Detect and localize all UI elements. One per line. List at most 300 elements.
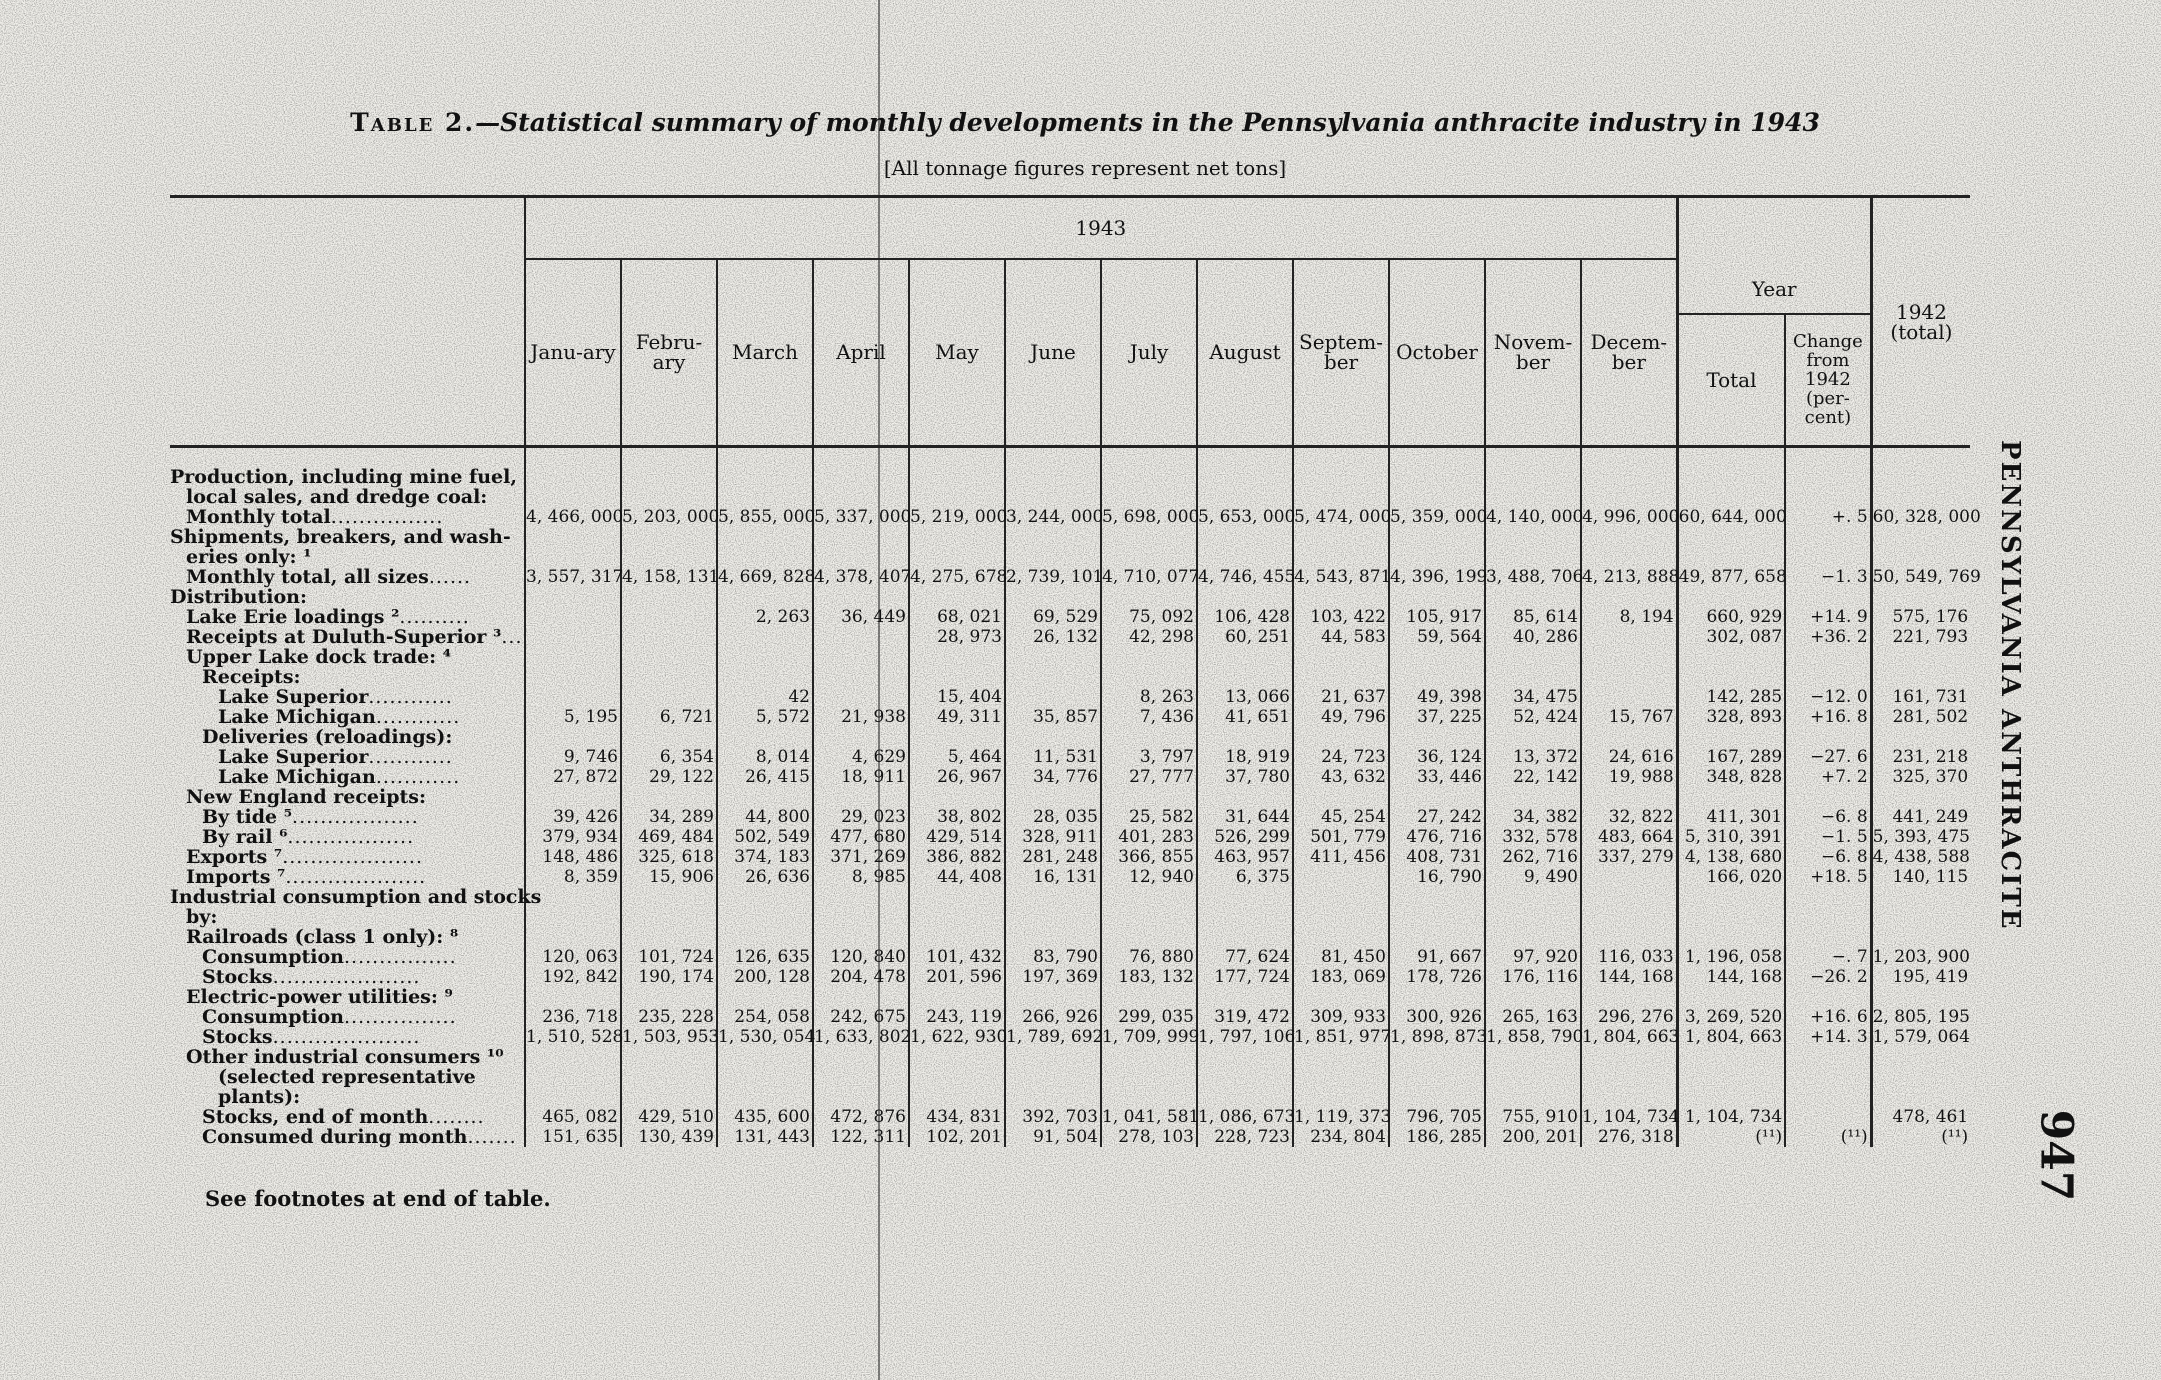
table-cell: 97, 920 — [1485, 947, 1581, 967]
table-cell: 103, 422 — [1293, 607, 1389, 627]
table-cell — [1677, 927, 1785, 947]
table-cell: 3, 797 — [1101, 747, 1197, 767]
table-row — [170, 467, 1970, 487]
table-cell: 429, 510 — [621, 1107, 717, 1127]
table-cell — [1005, 547, 1101, 567]
table-cell — [1389, 887, 1485, 907]
table-cell — [1101, 467, 1197, 487]
table-cell: 401, 283 — [1101, 827, 1197, 847]
table-cell: 1, 789, 692 — [1006, 1026, 1104, 1047]
table-cell: 332, 578 — [1485, 827, 1581, 847]
table-cell — [1005, 1047, 1101, 1067]
table-cell: 366, 855 — [1101, 847, 1197, 867]
table-row — [170, 767, 1970, 787]
table-cell: 49, 311 — [909, 707, 1005, 727]
table-cell: 76, 880 — [1101, 947, 1197, 967]
table-cell — [525, 1087, 621, 1107]
table-cell — [525, 607, 621, 627]
table-cell: 91, 667 — [1389, 947, 1485, 967]
table-cell: 26, 132 — [1005, 627, 1101, 647]
table-cell: 254, 058 — [717, 1007, 813, 1027]
table-cell — [717, 727, 813, 747]
table-cell — [1485, 987, 1581, 1007]
header-1943: 1943 — [525, 197, 1677, 259]
table-cell: −. 7 — [1785, 947, 1871, 967]
table-cell — [1197, 647, 1293, 667]
header-year: Year — [1677, 197, 1871, 314]
table-cell: 16, 790 — [1389, 867, 1485, 887]
table-cell — [1005, 907, 1101, 927]
table-cell: 1, 633, 802 — [814, 1026, 912, 1047]
table-cell: 85, 614 — [1485, 607, 1581, 627]
table-cell — [1389, 467, 1485, 487]
table-cell — [621, 787, 717, 807]
table-cell — [1197, 587, 1293, 607]
table-cell: 26, 967 — [909, 767, 1005, 787]
table-cell: 1, 104, 734 — [1677, 1107, 1785, 1127]
table-cell: 1, 104, 734 — [1582, 1106, 1680, 1127]
table-label: Table 2. — [350, 108, 476, 137]
row-label: Consumption................ — [202, 945, 457, 968]
table-cell — [1785, 487, 1871, 507]
table-cell: 34, 776 — [1005, 767, 1101, 787]
table-cell: 148, 486 — [525, 847, 621, 867]
table-cell — [717, 987, 813, 1007]
table-cell — [1677, 647, 1785, 667]
table-cell — [1293, 467, 1389, 487]
table-cell: 122, 311 — [813, 1127, 909, 1147]
table-cell: 1, 510, 528 — [526, 1026, 624, 1047]
table-cell — [717, 547, 813, 567]
table-cell: −27. 6 — [1785, 747, 1871, 767]
table-cell — [1871, 527, 1970, 547]
table-cell — [1485, 1087, 1581, 1107]
table-cell — [621, 487, 717, 507]
table-cell: 328, 911 — [1005, 827, 1101, 847]
table-cell — [1581, 1087, 1677, 1107]
table-cell — [1785, 1087, 1871, 1107]
table-cell — [1389, 527, 1485, 547]
row-label: Lake Superior............ — [218, 745, 453, 768]
table-cell — [717, 467, 813, 487]
table-cell — [1005, 687, 1101, 707]
header-year-change: Change from 1942 (per-cent) — [1785, 314, 1871, 447]
table-cell: +14. 9 — [1785, 607, 1871, 627]
table-cell — [1871, 647, 1970, 667]
table-cell: 435, 600 — [717, 1107, 813, 1127]
table-cell: 29, 122 — [621, 767, 717, 787]
table-cell: 4, 275, 678 — [910, 566, 1008, 587]
table-cell: 1, 203, 900 — [1872, 946, 1970, 967]
table-cell: 337, 279 — [1581, 847, 1677, 867]
table-cell: 81, 450 — [1293, 947, 1389, 967]
table-cell: 38, 802 — [909, 807, 1005, 827]
table-cell: 5, 337, 000 — [814, 506, 912, 527]
table-cell: 1, 041, 581 — [1102, 1106, 1200, 1127]
table-cell — [909, 587, 1005, 607]
table-row — [170, 727, 1970, 747]
table-cell — [525, 667, 621, 687]
table-cell — [1581, 907, 1677, 927]
table-row — [170, 527, 1970, 547]
table-cell: 325, 370 — [1871, 767, 1970, 787]
table-cell: 29, 023 — [813, 807, 909, 827]
table-cell: 281, 502 — [1871, 707, 1970, 727]
table-cell — [813, 487, 909, 507]
table-cell: 130, 439 — [621, 1127, 717, 1147]
table-cell — [1005, 667, 1101, 687]
table-cell — [1485, 1067, 1581, 1087]
table-cell: 201, 596 — [909, 967, 1005, 987]
table-cell — [1677, 987, 1785, 1007]
table-cell — [525, 987, 621, 1007]
table-cell: 5, 203, 000 — [622, 506, 720, 527]
table-cell: 101, 724 — [621, 947, 717, 967]
table-cell: 4, 746, 455 — [1198, 566, 1296, 587]
table-cell — [1785, 887, 1871, 907]
table-cell — [1485, 467, 1581, 487]
table-cell: 325, 618 — [621, 847, 717, 867]
table-cell: 37, 780 — [1197, 767, 1293, 787]
table-cell — [525, 547, 621, 567]
table-cell: 386, 882 — [909, 847, 1005, 867]
table-cell: 101, 432 — [909, 947, 1005, 967]
row-label: Railroads (class 1 only): ⁸ — [186, 925, 459, 948]
table-cell — [813, 687, 909, 707]
table-cell: 4, 669, 828 — [718, 566, 816, 587]
table-cell: 228, 723 — [1197, 1127, 1293, 1147]
table-cell — [621, 527, 717, 547]
table-cell — [813, 587, 909, 607]
table-cell — [1293, 1047, 1389, 1067]
table-cell: 1, 804, 663 — [1677, 1027, 1785, 1047]
table-cell: 42 — [717, 687, 813, 707]
table-cell — [621, 627, 717, 647]
table-cell — [813, 627, 909, 647]
table-cell: 16, 131 — [1005, 867, 1101, 887]
table-cell — [813, 1087, 909, 1107]
table-cell: 4, 158, 131 — [622, 566, 720, 587]
table-cell: 28, 973 — [909, 627, 1005, 647]
table-cell — [621, 667, 717, 687]
table-cell — [621, 587, 717, 607]
table-cell — [1785, 1067, 1871, 1087]
row-label: Lake Superior............ — [218, 685, 453, 708]
table-cell: 4, 396, 199 — [1390, 566, 1488, 587]
table-cell — [1197, 987, 1293, 1007]
table-row — [170, 827, 1970, 847]
table-cell: 35, 857 — [1005, 707, 1101, 727]
table-cell — [813, 1047, 909, 1067]
footnote-reference: See footnotes at end of table. — [205, 1186, 551, 1211]
table-cell: 59, 564 — [1389, 627, 1485, 647]
table-cell: 2, 263 — [717, 607, 813, 627]
table-cell: 265, 163 — [1485, 1007, 1581, 1027]
table-cell — [1785, 647, 1871, 667]
table-cell: 276, 318 — [1581, 1127, 1677, 1147]
table-cell: 204, 478 — [813, 967, 909, 987]
table-cell — [525, 647, 621, 667]
table-cell: 44, 408 — [909, 867, 1005, 887]
table-cell — [813, 927, 909, 947]
table-cell: 131, 443 — [717, 1127, 813, 1147]
table-cell — [813, 467, 909, 487]
table-cell — [1785, 907, 1871, 927]
table-cell: 4, 996, 000 — [1582, 506, 1680, 527]
table-cell: 234, 804 — [1293, 1127, 1389, 1147]
table-cell: 4, 629 — [813, 747, 909, 767]
table-cell — [1005, 467, 1101, 487]
table-cell: 50, 549, 769 — [1872, 566, 1981, 587]
table-cell: 483, 664 — [1581, 827, 1677, 847]
table-cell: 1, 579, 064 — [1872, 1026, 1970, 1047]
table-row — [170, 1087, 1970, 1107]
table-row — [170, 1027, 1970, 1047]
table-cell — [909, 647, 1005, 667]
row-label: Other industrial consumers ¹⁰ — [186, 1045, 504, 1068]
header-month: April — [813, 259, 909, 447]
table-cell: 144, 168 — [1677, 967, 1785, 987]
table-cell: 200, 201 — [1485, 1127, 1581, 1147]
table-cell: 190, 174 — [621, 967, 717, 987]
table-cell: 299, 035 — [1101, 1007, 1197, 1027]
table-row — [170, 487, 1970, 507]
table-cell: 192, 842 — [525, 967, 621, 987]
table-header — [170, 197, 1970, 447]
table-cell — [621, 1087, 717, 1107]
table-cell: 5, 359, 000 — [1390, 506, 1488, 527]
table-row — [170, 907, 1970, 927]
table-cell: 176, 116 — [1485, 967, 1581, 987]
table-cell — [1581, 587, 1677, 607]
table-cell: 105, 917 — [1389, 607, 1485, 627]
table-cell — [1677, 487, 1785, 507]
table-cell — [1581, 487, 1677, 507]
table-cell — [717, 627, 813, 647]
table-cell — [1197, 1047, 1293, 1067]
table-row — [170, 667, 1970, 687]
table-cell — [1101, 1047, 1197, 1067]
table-cell — [1293, 927, 1389, 947]
table-cell: 328, 893 — [1677, 707, 1785, 727]
table-cell — [813, 547, 909, 567]
table-cell — [1101, 527, 1197, 547]
table-row — [170, 807, 1970, 827]
row-label: local sales, and dredge coal: — [186, 485, 488, 508]
table-cell — [1485, 907, 1581, 927]
table-cell — [1485, 927, 1581, 947]
table-row — [170, 1127, 1970, 1147]
table-title-text: —Statistical summary of monthly developments in the Pennsylvania anthracite industry in 1943 — [475, 108, 1820, 137]
table-cell — [1101, 1067, 1197, 1087]
table-row — [170, 867, 1970, 887]
table-cell — [1293, 487, 1389, 507]
table-row — [170, 567, 1970, 587]
header-month: Janu-ary — [525, 259, 621, 447]
table-cell — [1293, 527, 1389, 547]
table-cell — [909, 487, 1005, 507]
table-cell — [1677, 547, 1785, 567]
header-month: Septem-ber — [1293, 259, 1389, 447]
table-cell — [1871, 927, 1970, 947]
table-cell — [1197, 927, 1293, 947]
table-cell: 167, 289 — [1677, 747, 1785, 767]
table-cell — [621, 727, 717, 747]
table-cell — [621, 1047, 717, 1067]
table-cell — [1677, 467, 1785, 487]
table-subtitle: [All tonnage figures represent net tons] — [883, 156, 1287, 180]
table-cell: 4, 438, 588 — [1872, 846, 1970, 867]
row-label: Stocks, end of month........ — [202, 1105, 485, 1128]
row-label: Receipts: — [202, 665, 301, 688]
table-cell — [1871, 487, 1970, 507]
table-cell — [1677, 587, 1785, 607]
table-cell — [1005, 647, 1101, 667]
table-cell — [1101, 927, 1197, 947]
row-label: Monthly total, all sizes...... — [186, 565, 472, 588]
header-month: Novem-ber — [1485, 259, 1581, 447]
table-cell — [1871, 987, 1970, 1007]
table-cell: 186, 285 — [1389, 1127, 1485, 1147]
table-cell — [909, 467, 1005, 487]
table-cell: 25, 582 — [1101, 807, 1197, 827]
table-cell: 11, 531 — [1005, 747, 1101, 767]
table-row — [170, 967, 1970, 987]
table-cell: 39, 426 — [525, 807, 621, 827]
table-cell: 177, 724 — [1197, 967, 1293, 987]
row-label: Production, including mine fuel, — [170, 465, 517, 488]
table-cell — [1871, 887, 1970, 907]
table-cell: 2, 805, 195 — [1872, 1006, 1970, 1027]
spacer-row — [170, 447, 1970, 467]
table-cell: 2, 739, 101 — [1006, 566, 1104, 587]
table-cell — [1197, 1087, 1293, 1107]
table-cell: 60, 644, 000 — [1678, 506, 1787, 527]
table-cell: 15, 767 — [1581, 707, 1677, 727]
row-label: By tide ⁵.................. — [202, 805, 419, 828]
table-cell: 183, 069 — [1293, 967, 1389, 987]
table-cell: 5, 195 — [525, 707, 621, 727]
table-cell — [1005, 527, 1101, 547]
table-cell — [1485, 1047, 1581, 1067]
header-1942-total: 1942 (total) — [1871, 197, 1970, 447]
table-cell — [813, 727, 909, 747]
table-cell — [1785, 467, 1871, 487]
row-label: by: — [186, 905, 218, 928]
table-cell — [1485, 647, 1581, 667]
table-cell: 1, 086, 673 — [1198, 1106, 1296, 1127]
table-cell — [1389, 907, 1485, 927]
table-cell: 200, 128 — [717, 967, 813, 987]
table-cell: 102, 201 — [909, 1127, 1005, 1147]
side-heading: PENNSYLVANIA ANTHRACITE — [1995, 440, 2025, 931]
row-label: Industrial consumption and stocks — [170, 885, 542, 908]
table-cell — [1485, 487, 1581, 507]
table-cell: −26. 2 — [1785, 967, 1871, 987]
table-cell: 1, 196, 058 — [1677, 947, 1785, 967]
table-cell — [1197, 487, 1293, 507]
table-cell — [1677, 1087, 1785, 1107]
table-cell: 8, 014 — [717, 747, 813, 767]
table-cell: 3, 269, 520 — [1677, 1007, 1785, 1027]
table-cell — [1785, 587, 1871, 607]
table-cell: 501, 779 — [1293, 827, 1389, 847]
table-row — [170, 707, 1970, 727]
table-cell — [1005, 1087, 1101, 1107]
table-cell: 13, 066 — [1197, 687, 1293, 707]
table-cell — [1785, 927, 1871, 947]
table-cell: 178, 726 — [1389, 967, 1485, 987]
table-title — [170, 108, 2000, 137]
table-cell: 8, 359 — [525, 867, 621, 887]
table-cell: 4, 378, 407 — [814, 566, 912, 587]
table-cell: 236, 718 — [525, 1007, 621, 1027]
table-cell: +16. 8 — [1785, 707, 1871, 727]
row-label: Stocks..................... — [202, 1025, 421, 1048]
table-cell — [1871, 1047, 1970, 1067]
table-cell: 1, 622, 930 — [910, 1026, 1008, 1047]
table-cell — [1293, 887, 1389, 907]
table-cell: 45, 254 — [1293, 807, 1389, 827]
table-cell — [1005, 727, 1101, 747]
table-cell: 441, 249 — [1871, 807, 1970, 827]
table-cell: 463, 957 — [1197, 847, 1293, 867]
table-cell — [717, 647, 813, 667]
table-row — [170, 947, 1970, 967]
table-cell: 755, 910 — [1485, 1107, 1581, 1127]
table-cell — [1581, 787, 1677, 807]
table-cell — [909, 787, 1005, 807]
table-cell: 235, 228 — [621, 1007, 717, 1027]
table-cell — [717, 907, 813, 927]
row-label: Electric-power utilities: ⁹ — [186, 985, 453, 1008]
table-cell: 478, 461 — [1871, 1107, 1970, 1127]
table-cell — [1293, 667, 1389, 687]
table-row — [170, 747, 1970, 767]
table-cell: 5, 310, 391 — [1677, 827, 1785, 847]
table-cell — [717, 1087, 813, 1107]
table-cell: 411, 456 — [1293, 847, 1389, 867]
table-cell: 575, 176 — [1871, 607, 1970, 627]
table-cell — [1101, 1087, 1197, 1107]
table-cell: 348, 828 — [1677, 767, 1785, 787]
row-label: Deliveries (reloadings): — [202, 725, 453, 748]
row-label: Stocks..................... — [202, 965, 421, 988]
table-cell — [1485, 547, 1581, 567]
table-cell: 21, 938 — [813, 707, 909, 727]
table-cell — [717, 527, 813, 547]
table-cell — [1581, 647, 1677, 667]
table-cell — [1485, 587, 1581, 607]
table-cell — [1293, 587, 1389, 607]
table-cell: 5, 393, 475 — [1872, 826, 1970, 847]
table-cell: 5, 855, 000 — [718, 506, 816, 527]
table-cell: 5, 572 — [717, 707, 813, 727]
table-cell: 31, 644 — [1197, 807, 1293, 827]
table-cell — [1389, 1067, 1485, 1087]
table-cell: 91, 504 — [1005, 1127, 1101, 1147]
table-cell — [1197, 527, 1293, 547]
table-cell — [1581, 627, 1677, 647]
table-cell: 278, 103 — [1101, 1127, 1197, 1147]
table-cell: 408, 731 — [1389, 847, 1485, 867]
table-cell — [1785, 1047, 1871, 1067]
table-cell: 1, 898, 873 — [1390, 1026, 1488, 1047]
table-cell: 6, 354 — [621, 747, 717, 767]
table-cell: 411, 301 — [1677, 807, 1785, 827]
table-cell: 75, 092 — [1101, 607, 1197, 627]
table-cell — [909, 667, 1005, 687]
